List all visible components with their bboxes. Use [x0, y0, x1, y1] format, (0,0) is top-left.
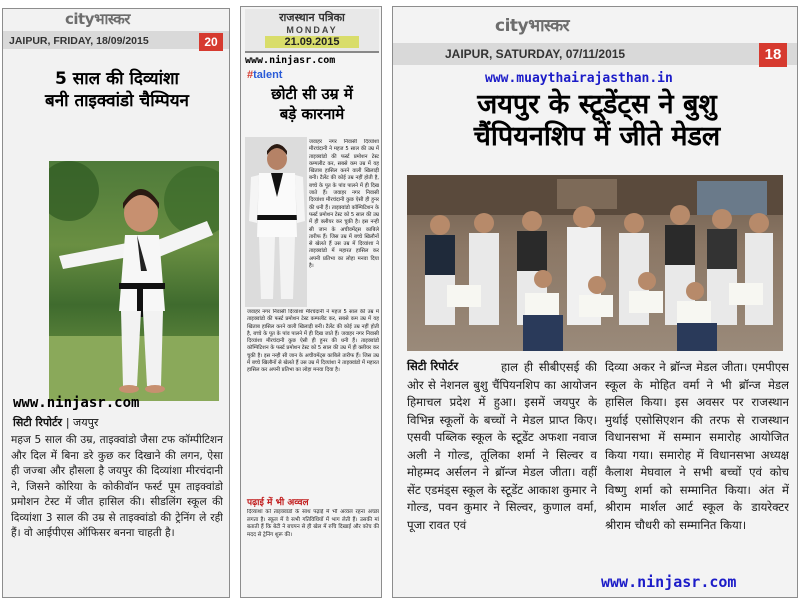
talent-label: talent: [253, 69, 283, 81]
dateline: JAIPUR, FRIDAY, 18/09/2015: [9, 35, 149, 47]
article-col-1: [407, 359, 597, 569]
headline: [399, 91, 795, 152]
headline-line-1: छोटी सी उम्र में: [271, 85, 353, 103]
article-body-top-cont-text: जवाहर नगर निवासी दिव्यांशा मीरचंदानी ने महज 5 साल की उम्र में ताइक्वांडो की फर्स्ट प्रमोशन टेस्ट कम्पलीट कर, सबसे कम उम्र में यह खिताब हासिल करने वाली खिलाड़ी बनी। टैलेंट की कोई उम्र नहीं होती है, बच्चे के पूत के पांव पालने में ही दिख जाते हैं। जवाहर नगर निवासी दिव्यांशा मीरचंदानी कुछ ऐसी ही हुनर की धनी हैं। ताइक्वांडो कॉम्पिटिशन के फर्स्ट प्रमोशन टेस्ट को 5 साल की उम्र में ही क्लीयर कर चुकी है। इस नन्ही सी जान के अचीवमेंट्स काबिले तारीफ हैं। जिस उम्र में बच्चे खिलौनों से खेलते हैं उस उम्र में दिव्यांशा ने ताइक्वांडो में महारत हासिल कर अपनी प्रतिभा का लोहा मनवा दिया है।: [247, 309, 379, 374]
byline: सिटी रिपोर्टर: [407, 359, 459, 373]
byline-place: | जयपुर: [65, 416, 99, 429]
headline: [243, 87, 381, 123]
girl-standing-illustration: [245, 137, 307, 307]
masthead-logo: cityभास्कर: [495, 16, 570, 36]
group-photo-medalists: [407, 175, 783, 351]
watermark-url-top: www.ninjasr.com: [245, 55, 336, 66]
headline-line-1: जयपुर के स्टूडेंट्स ने बुशु: [477, 89, 717, 120]
patrika-day: MONDAY: [286, 25, 338, 35]
talent-section-tag: [247, 69, 282, 81]
url-muaythai: www.muaythairajasthan.in: [485, 71, 673, 86]
girl-figure-illustration: [49, 161, 219, 401]
talent-hash-icon: #: [247, 69, 254, 81]
byline-name: सिटी रिपोर्टर: [13, 416, 62, 429]
photo-girl-taekwondo: [49, 161, 219, 401]
group-photo-illustration: [407, 175, 783, 351]
subhead: पढ़ाई में भी अव्वल: [247, 498, 309, 508]
headline-line-2: बनी ताइक्वांडो चैम्पियन: [44, 90, 189, 111]
watermark-url: www.ninjasr.com: [13, 395, 140, 411]
byline: [13, 415, 98, 430]
headline-line-2: बड़े कारनामे: [279, 104, 345, 123]
article-col-2: दिव्या अकर ने ब्रॉन्ज मेडल जीता। एमपीएस स्कूल के मोहित वर्मा ने भी ब्रॉन्ज मेडल हासिल किया। इस अवसर पर राजस्थान मुर्थाई एसोसिएशन की तरफ से राजस्थान विधानसभा में सम्मान समारोह आयोजित किया गया। समारोह में विधानसभा अध्यक्ष कैलाश मेघवाल ने सभी बच्चों एवं कोच विष्णु शर्मा को सम्मानित किया। अंत में श्रीराम मार्शल आर्ट स्कूल के डायरेक्टर श्रीराम चौधरी को सम्मानित किया।: [605, 360, 789, 532]
page-number: 20: [199, 33, 223, 51]
dateline: JAIPUR, SATURDAY, 07/11/2015: [445, 47, 626, 61]
headline: [3, 71, 230, 111]
photo-girl-dobok: [245, 137, 307, 307]
article-body: महज 5 साल की उम्र, ताइक्वांडो जैसा टफ कॉम्पीटिशन और दिल में बिना डरे कुछ कर दिखाने की लगन, ऐसा ही जज्बा और हौसला है जयपुर की दिव्यांशा मीरचंदानी ने, जिसने कोरिया के कोकीवॉन फर्स्ट पूम ताइक्वांडो प्रमोशन टेस्ट में जीत हासिल की। सीडलिंग स्कूल की दिव्यांशा 3 साल की उम्र से ताइक्वांडो की ट्रेनिंग ले रही हैं। वो आईपीएस ऑफिसर बनना चाहती है।: [11, 434, 223, 539]
watermark-url-bottom: www.ninjasr.com: [601, 573, 737, 591]
patrika-masthead: [245, 9, 379, 53]
clipping-bushu-championship: [392, 6, 798, 598]
clipping-talent-patrika: [240, 6, 382, 598]
page-number: 18: [759, 43, 787, 67]
headline-line-1: 5 साल की दिव्यांशा: [55, 69, 179, 89]
article-body-top-continued: [247, 309, 379, 464]
article-body-top: जवाहर नगर निवासी दिव्यांशा मीरचंदानी ने महज 5 साल की उम्र में ताइक्वांडो की फर्स्ट प्रमोशन टेस्ट कम्पलीट कर, सबसे कम उम्र में यह खिताब हासिल करने वाली खिलाड़ी बनी। टैलेंट की कोई उम्र नहीं होती है, बच्चे के पूत के पांव पालने में ही दिख जाते हैं। जवाहर नगर निवासी दिव्यांशा मीरचंदानी कुछ ऐसी ही हुनर की धनी हैं। ताइक्वांडो कॉम्पिटिशन के फर्स्ट प्रमोशन टेस्ट को 5 साल की उम्र में ही क्लीयर कर चुकी है। इस नन्ही सी जान के अचीवमेंट्स काबिले तारीफ हैं। जिस उम्र में बच्चे खिलौनों से खेलते हैं उस उम्र में दिव्यांशा ने ताइक्वांडो में महारत हासिल कर अपनी प्रतिभा का लोहा मनवा दिया है।: [309, 139, 379, 270]
masthead-logo: cityभास्कर: [65, 10, 130, 28]
patrika-logo: राजस्थान पत्रिका: [279, 11, 345, 24]
clipping-divyansha-champion: [2, 8, 230, 598]
patrika-date: 21.09.2015: [265, 36, 359, 48]
headline-line-2: चैंपियनशिप में जीते मेडल: [473, 121, 721, 153]
article-body-bottom: दिव्यांशा को ताइक्वांडो के साथ पढ़ाई में भी अव्वल रहना अच्छा लगता है। स्कूल में वे सभी गतिविधियों में भाग लेती हैं। उसकी मां बताती हैं कि बेटी ने बचपन से ही खेल में रुचि दिखाई और कोच की मदद से ट्रेनिंग शुरू की।: [247, 509, 379, 538]
article-col-1-text: हाल ही सीबीएसई की ओर से नेशनल बुशु चैंपियनशिप का आयोजन हिमाचल प्रदेश में हुआ। इसमें जयपुर के विभिन्न स्कूलों के बच्चों ने मेडल प्राप्त किए। एसवी पब्लिक स्कूल के स्टूडेंट अफशा नवाज अली ने गोल्ड, तूलिका शर्मा ने सिल्वर व मोहम्मद अर्सलन ने ब्रॉन्ज मेडल जीता। वहीं सेंट एडमंड्स स्कूल के स्टूडेंट आकाश कुमार ने गोल्ड, पवन कुमार ने सिल्वर, कुणाल वर्मा, पूजा रावत एवं: [407, 360, 597, 532]
